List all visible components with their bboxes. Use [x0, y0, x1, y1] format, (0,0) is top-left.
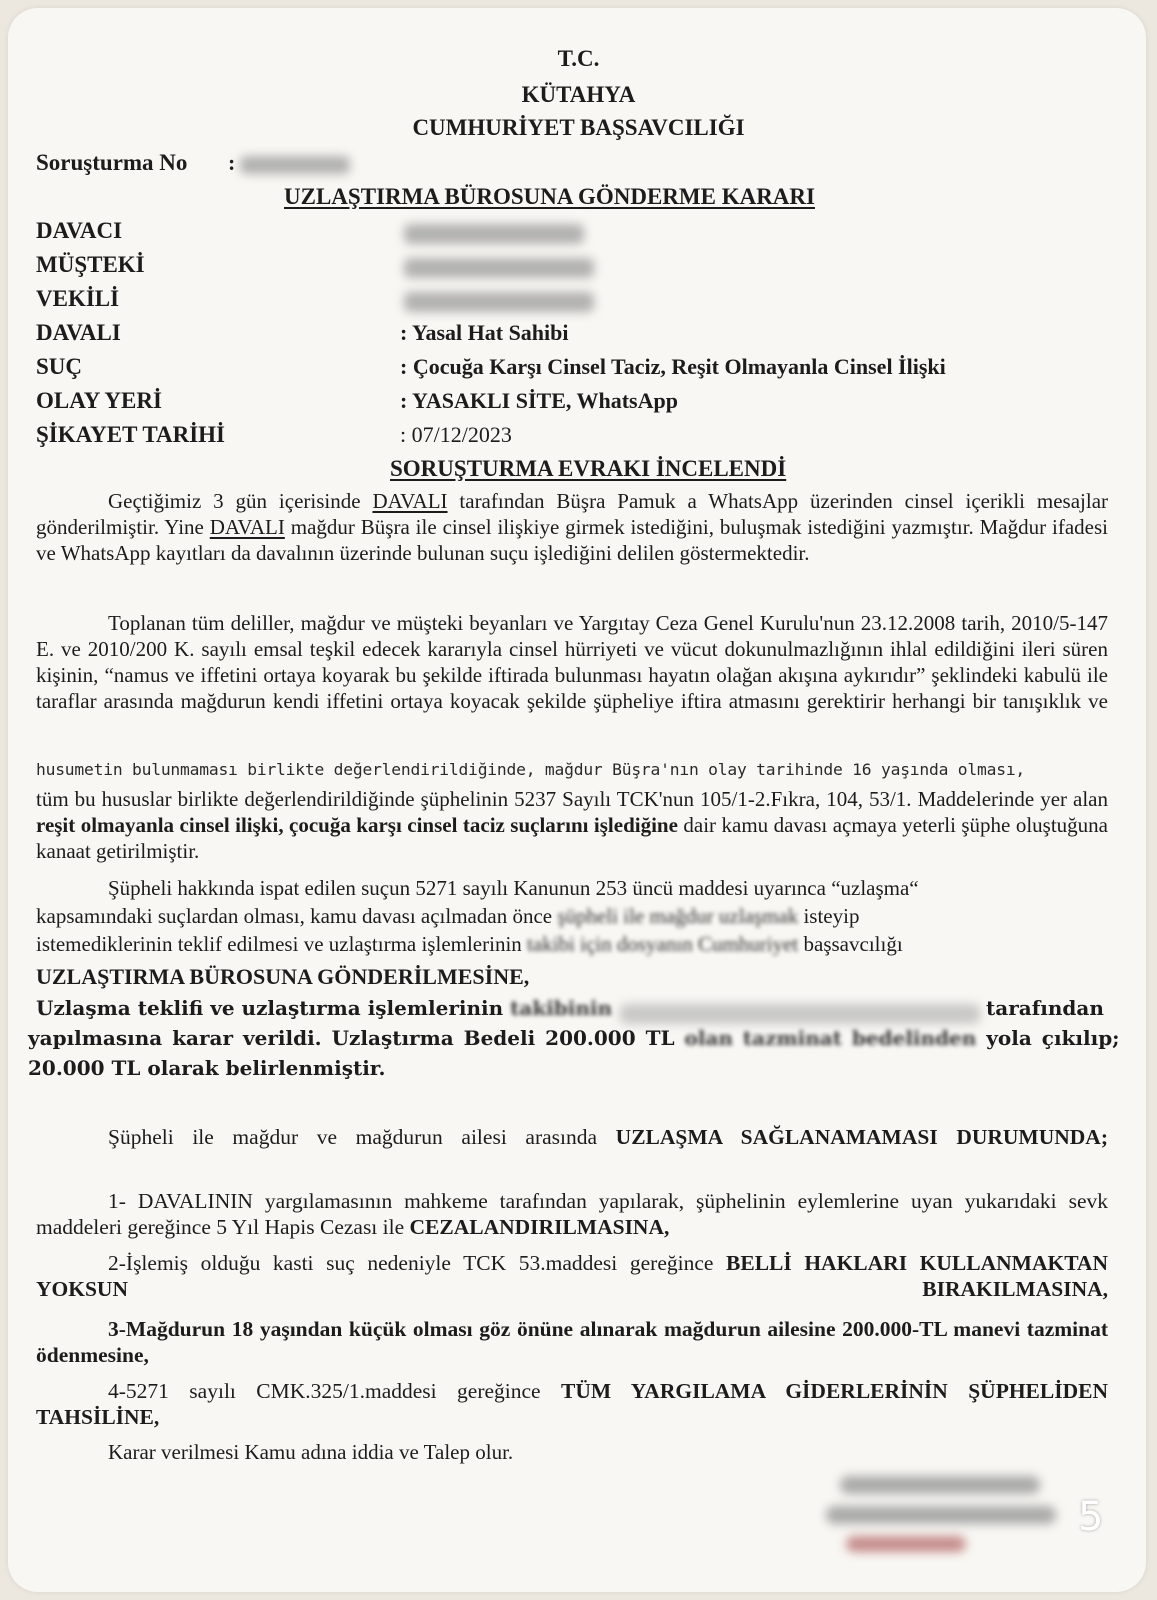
- para3-l5-a: Uzlaşma teklifi ve uzlaştırma işlemlerinin: [36, 996, 511, 1020]
- para3-l3-b: başsavcılığı: [798, 932, 903, 956]
- blurred-signature-stamp: [846, 1536, 966, 1552]
- paragraph-4: [36, 1124, 1108, 1150]
- redacted-mediator: [620, 1004, 980, 1024]
- paragraph-2-cont: [36, 786, 1108, 864]
- para1-davali-1: DAVALI: [372, 489, 448, 513]
- item3-bold: 3-Mağdurun 18 yaşından küçük olması göz önüne alınarak mağdurun ailesine 200.000-TL manevi tazminat ödenmesine,: [36, 1317, 1108, 1367]
- para3-l2-a: kapsamındaki suçlardan olması, kamu davası açılmadan önce: [36, 904, 558, 928]
- para3-l3-a: istemediklerinin teklif edilmesi ve uzlaştırma işlemlerinin: [36, 932, 528, 956]
- item4-bold: TÜM YARGILAMA GİDERLERİNİN ŞÜPHELİDEN TAHSİLİNE,: [36, 1379, 1108, 1429]
- paragraph-1: [36, 488, 1108, 566]
- para1-text-a: Geçtiğimiz 3 gün içerisinde: [108, 489, 373, 513]
- item2-bold: BELLİ HAKLARI KULLANMAKTAN YOKSUN BIRAKILMASINA,: [36, 1251, 1108, 1301]
- redacted-complainant: [404, 258, 594, 278]
- para4-bold: UZLAŞMA SAĞLANAMAMASI DURUMUNDA;: [615, 1125, 1108, 1149]
- header-office: CUMHURİYET BAŞSAVCILIĞI: [412, 115, 745, 140]
- para3-l6-a: yapılmasına karar verildi. Uzlaştırma Bedeli 200.000 TL: [28, 1026, 685, 1050]
- para3-l5-b: tarafından: [986, 996, 1104, 1020]
- para3-l6-blurred: olan tazminat bedelinden: [684, 1026, 977, 1050]
- para3-line-5: [36, 996, 612, 1020]
- closing-text: Karar verilmesi Kamu adına iddia ve Talep olur.: [108, 1440, 514, 1464]
- defendant-value: : Yasal Hat Sahibi: [400, 320, 569, 345]
- para3-line-4: UZLAŞTIRMA BÜROSUNA GÖNDERİLMESİNE,: [36, 964, 530, 989]
- crime-label: SUÇ: [36, 354, 83, 379]
- para2-text-c: dair kamu davası açmaya yeterli şüphe oluştuğuna kanaat getirilmiştir.: [36, 813, 1108, 863]
- item-1: [36, 1188, 1108, 1240]
- para2-bold: reşit olmayanla cinsel ilişki, çocuğa karşı cinsel taciz suçlarını işlediğine: [36, 813, 678, 837]
- item-2: [36, 1250, 1108, 1302]
- para1-davali-2: DAVALI: [209, 515, 285, 539]
- item-3: [36, 1316, 1108, 1368]
- place-value: : YASAKLI SİTE, WhatsApp: [400, 388, 678, 413]
- para3-line-2: [36, 904, 859, 929]
- item4-text: 4-5271 sayılı CMK.325/1.maddesi gereğince: [108, 1379, 561, 1403]
- decision-title: UZLAŞTIRMA BÜROSUNA GÖNDERME KARARI: [284, 184, 815, 209]
- para3-l2-blurred: şüpheli ile mağdur uzlaşmak: [557, 904, 799, 928]
- para3-l3-blurred: takibi için dosyanın Cumhuriyet: [527, 932, 799, 956]
- para3-line-3: [36, 932, 903, 957]
- attorney-label: VEKİLİ: [36, 286, 120, 311]
- investigation-no-label: Soruşturma No: [36, 150, 188, 175]
- para3-l2-b: isteyip: [798, 904, 860, 928]
- para2-text-a: Toplanan tüm deliller, mağdur ve müşteki beyanları ve Yargıtay Ceza Genel Kurulu'nun 23.12.2008 tarih, 2010/5-147 E. ve 2010/200 K. sayılı emsal teşkil edecek kararıyla cinsel hürriyeti ve vücut dokunulmazlığının ihlal edildiğini ileri süren kişinin, “namus ve iffetini ortaya koyarak bu şekilde iftirada bulunması hayatın olağan akışına aykırıdır” şeklindeki kabulü ile taraflar arasında mağdurun kendi iffetini ortaya koyacak şekilde şüpheliye iftira atmasını gerektirir herhangi bir tanışıklık ve: [36, 611, 1108, 713]
- section-title: SORUŞTURMA EVRAKI İNCELENDİ: [390, 456, 787, 481]
- para3-l5-blurred: takibinin: [510, 996, 613, 1020]
- crime-value: : Çocuğa Karşı Cinsel Taciz, Reşit Olmayanla Cinsel İlişki: [400, 354, 946, 379]
- page-marker: 5: [1078, 1494, 1104, 1540]
- para2-text-b: tüm bu hususlar birlikte değerlendirildiğinde şüphelinin 5237 Sayılı TCK'nun 105/1-2.Fıkra, 104, 53/1. Maddelerinde yer alan: [36, 787, 1108, 811]
- complaint-date-label: ŞİKAYET TARİHİ: [36, 422, 225, 447]
- header-tc: T.C.: [557, 46, 600, 71]
- complainant-label: MÜŞTEKİ: [36, 252, 145, 277]
- blurred-signature-line-1: [840, 1476, 1040, 1494]
- place-label: OLAY YERİ: [36, 388, 162, 413]
- item2-text: 2-İşlemiş olduğu kasti suç nedeniyle TCK 53.maddesi gereğince: [108, 1251, 727, 1275]
- para3-line-1: Şüpheli hakkında ispat edilen suçun 5271 sayılı Kanunun 253 üncü maddesi uyarınca “uzlaşma“: [108, 876, 919, 900]
- para3-l6-b: yola çıkılıp;: [976, 1026, 1120, 1050]
- para3-line-7: 20.000 TL olarak belirlenmiştir.: [28, 1056, 386, 1080]
- item1-bold: CEZALANDIRILMASINA,: [409, 1215, 670, 1239]
- para1-text-c: mağdur Büşra ile cinsel ilişkiye girmek istediğini, buluşmak istediğini yazmıştır. Mağdur ifadesi ve WhatsApp kayıtları da davalının üzerinde bulunan suçu işlediğini delilen göstermektedir.: [36, 515, 1108, 565]
- para2-typed-line: husumetin bulunmaması birlikte değerlendirildiğinde, mağdur Büşra'nın olay tarihinde 16 yaşında olması,: [36, 760, 1026, 779]
- redacted-plaintiff: [404, 224, 584, 244]
- complaint-date-value: : 07/12/2023: [400, 422, 512, 447]
- defendant-label: DAVALI: [36, 320, 121, 345]
- item-4: [36, 1378, 1108, 1430]
- plaintiff-label: DAVACI: [36, 218, 123, 243]
- item1-text: 1- DAVALININ yargılamasının mahkeme tarafından yapılarak, şüphelinin eylemlerine uyan yukarıdaki sevk maddeleri gereğince 5 Yıl Hapis Cezası ile: [36, 1189, 1108, 1239]
- para3-line-6: [28, 1026, 1120, 1050]
- redacted-investigation-no: [240, 156, 350, 174]
- para1-text-b: tarafından Büşra Pamuk a WhatsApp üzerinden cinsel içerikli mesajlar gönderilmiştir. Yine: [36, 489, 1109, 539]
- header-city: KÜTAHYA: [521, 82, 636, 107]
- redacted-attorney: [404, 292, 594, 312]
- investigation-no-sep: :: [228, 150, 236, 175]
- blurred-signature-line-2: [826, 1506, 1056, 1524]
- para4-text: Şüpheli ile mağdur ve mağdurun ailesi arasında: [108, 1125, 616, 1149]
- paragraph-2: [36, 610, 1108, 714]
